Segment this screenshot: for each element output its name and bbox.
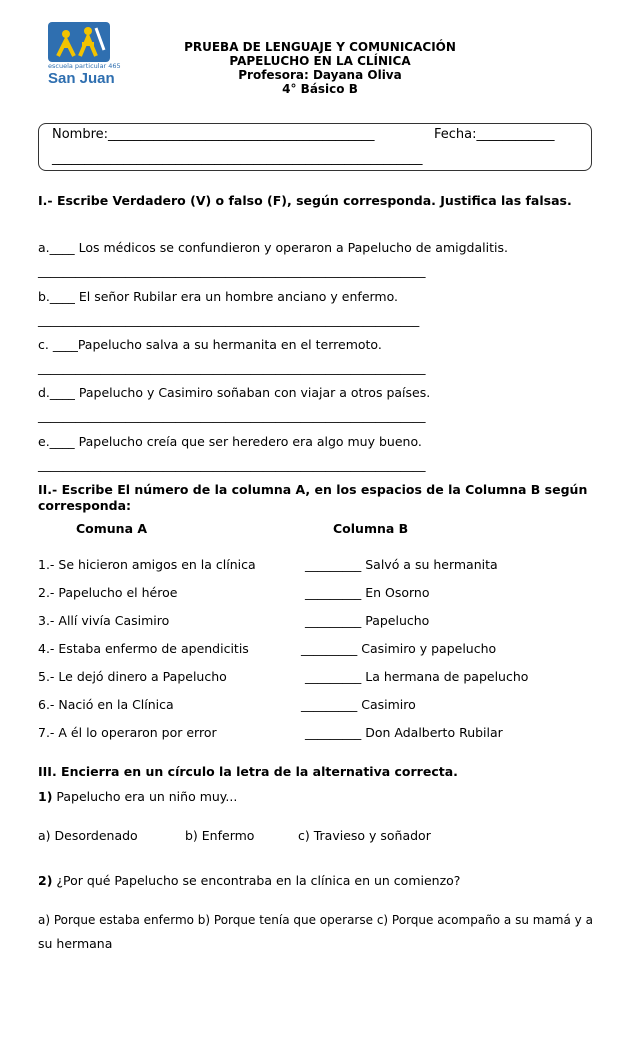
test-subtitle: PAPELUCHO EN LA CLÍNICA [229, 54, 411, 68]
teacher-name: Profesora: Dayana Oliva [238, 68, 402, 82]
column-b-item[interactable]: _________ En Osorno [305, 585, 430, 600]
section2-title: II.- Escribe El número de la columna A, en los espacios de la Columna B según [38, 482, 588, 497]
question-2-text: ¿Por qué Papelucho se encontraba en la clínica en un comienzo? [56, 873, 461, 888]
name-field[interactable]: Nombre:_________________________________________ [52, 127, 375, 142]
column-b-item[interactable]: _________ La hermana de papelucho [305, 669, 529, 684]
test-title: PRUEBA DE LENGUAJE Y COMUNICACIÓN [184, 40, 456, 54]
column-b-item[interactable]: _________ Casimiro [301, 697, 416, 712]
column-a-item: 1.- Se hicieron amigos en la clínica [38, 557, 256, 572]
tf-item-b: b.____ El señor Rubilar era un hombre anciano y enfermo. [38, 289, 399, 304]
column-a-item: 5.- Le dejó dinero a Papelucho [38, 669, 227, 684]
column-a-item: 3.- Allí vivía Casimiro [38, 613, 170, 628]
q1-option-b[interactable]: b) Enfermo [185, 828, 255, 843]
tf-justify-line-b[interactable]: _____________________________________________________________ [38, 312, 420, 327]
tf-item-d: d.____ Papelucho y Casimiro soñaban con viajar a otros países. [38, 385, 431, 400]
question-2 [38, 873, 460, 888]
column-b-item[interactable]: _________ Salvó a su hermanita [305, 557, 498, 572]
section3-title: III. Encierra en un círculo la letra de la alternativa correcta. [38, 764, 458, 779]
section2-title-cont: corresponda: [38, 498, 132, 513]
tf-item-a: a.____ Los médicos se confundieron y operaron a Papelucho de amigdalitis. [38, 240, 508, 255]
name-extra-line[interactable]: _________________________________________________________ [52, 151, 423, 166]
column-a-item: 4.- Estaba enfermo de apendicitis [38, 641, 249, 656]
q1-option-a[interactable]: a) Desordenado [38, 828, 138, 843]
column-b-item[interactable]: _________ Casimiro y papelucho [301, 641, 497, 656]
question-2-number: 2) [38, 873, 53, 888]
q2-options[interactable]: a) Porque estaba enfermo b) Porque tenía que operarse c) Porque acompaño a su mamá y a [38, 913, 593, 927]
tf-justify-line-e[interactable]: ______________________________________________________________ [38, 457, 426, 472]
column-b-item[interactable]: _________ Don Adalberto Rubilar [305, 725, 503, 740]
column-b-item[interactable]: _________ Papelucho [305, 613, 430, 628]
tf-justify-line-d[interactable]: ______________________________________________________________ [38, 408, 426, 423]
column-b-header: Columna B [333, 521, 409, 536]
date-field[interactable]: Fecha:____________ [434, 127, 555, 142]
tf-item-e: e.____ Papelucho creía que ser heredero era algo muy bueno. [38, 434, 422, 449]
column-a-header: Comuna A [76, 521, 148, 536]
column-a-item: 7.- A él lo operaron por error [38, 725, 217, 740]
tf-justify-line-a[interactable]: ______________________________________________________________ [38, 263, 426, 278]
grade-label: 4° Básico B [282, 82, 358, 96]
logo-subtitle: escuela particular 465 [48, 62, 121, 70]
question-1-text: Papelucho era un niño muy... [56, 789, 238, 804]
column-a-item: 2.- Papelucho el héroe [38, 585, 178, 600]
q1-option-c[interactable]: c) Travieso y soñador [298, 828, 431, 843]
q2-options-cont: su hermana [38, 936, 113, 951]
question-1-number: 1) [38, 789, 53, 804]
tf-item-c: c. ____Papelucho salva a su hermanita en el terremoto. [38, 337, 382, 352]
column-a-item: 6.- Nació en la Clínica [38, 697, 174, 712]
section1-title: I.- Escribe Verdadero (V) o falso (F), según corresponda. Justifica las falsas. [38, 193, 572, 208]
logo-name: San Juan [48, 70, 115, 87]
tf-justify-line-c[interactable]: ______________________________________________________________ [38, 360, 426, 375]
question-1 [38, 789, 237, 804]
